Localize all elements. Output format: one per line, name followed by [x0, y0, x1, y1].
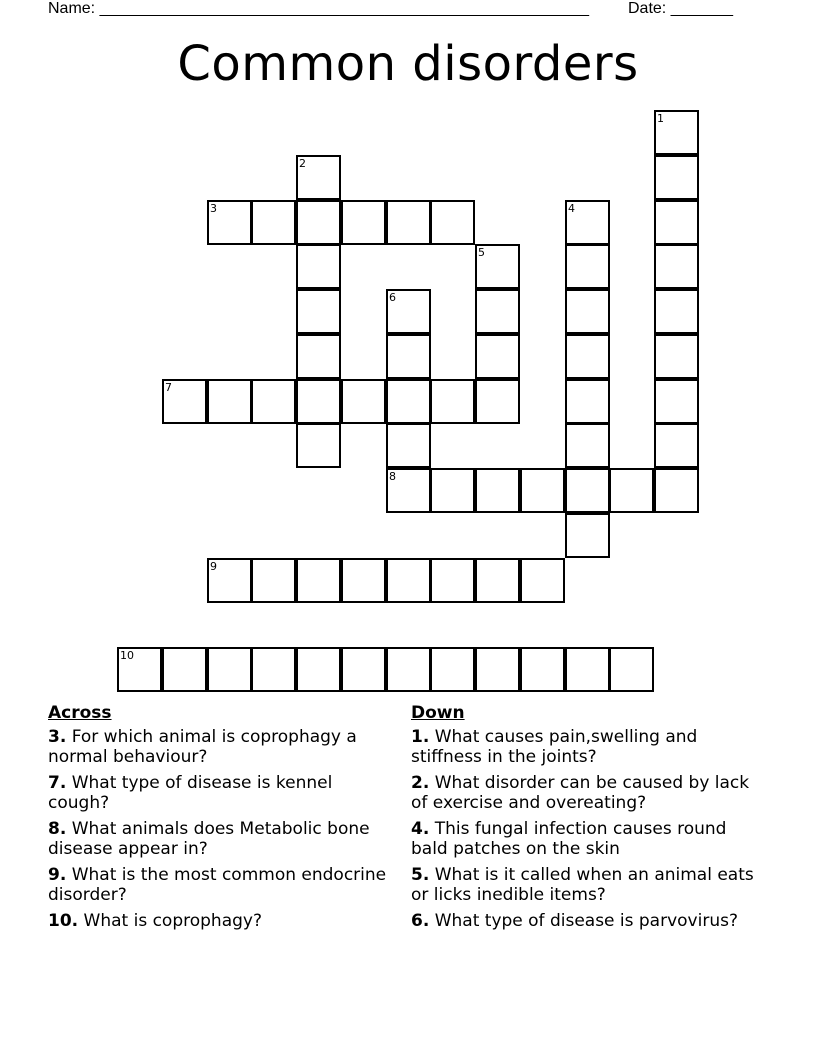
grid-cell[interactable] — [341, 200, 386, 245]
grid-cell[interactable] — [430, 558, 475, 603]
grid-cell[interactable] — [565, 244, 610, 289]
down-heading: Down — [411, 703, 465, 723]
grid-cell[interactable] — [565, 379, 610, 424]
grid-cell[interactable] — [207, 379, 252, 424]
grid-cell[interactable] — [251, 200, 296, 245]
grid-cell[interactable] — [654, 110, 699, 155]
grid-cell[interactable] — [565, 200, 610, 245]
grid-cell[interactable] — [251, 647, 296, 692]
name-field-label[interactable]: Name: _______________________________________________________ — [48, 0, 589, 17]
grid-cell[interactable] — [296, 647, 341, 692]
cell-number: 1 — [657, 112, 664, 125]
grid-cell[interactable] — [430, 200, 475, 245]
grid-cell[interactable] — [207, 200, 252, 245]
grid-cell[interactable] — [386, 423, 431, 468]
clue-text: What is coprophagy? — [83, 911, 262, 931]
grid-cell[interactable] — [296, 244, 341, 289]
grid-cell[interactable] — [386, 379, 431, 424]
grid-cell[interactable] — [609, 647, 654, 692]
grid-cell[interactable] — [386, 334, 431, 379]
grid-cell[interactable] — [654, 244, 699, 289]
clue-number: 9. — [48, 865, 67, 885]
cell-number: 7 — [165, 381, 172, 394]
grid-cell[interactable] — [565, 513, 610, 558]
grid-cell[interactable] — [296, 558, 341, 603]
cell-number: 3 — [210, 202, 217, 215]
grid-cell[interactable] — [654, 155, 699, 200]
grid-cell[interactable] — [341, 558, 386, 603]
down-clue-4 — [411, 819, 756, 859]
across-clues — [48, 702, 393, 937]
grid-cell[interactable] — [475, 558, 520, 603]
grid-cell[interactable] — [162, 379, 207, 424]
down-clues — [411, 702, 756, 937]
clue-text: What animals does Metabolic bone disease appear in? — [48, 819, 370, 859]
grid-cell[interactable] — [430, 379, 475, 424]
clue-text: What is it called when an animal eats or licks inedible items? — [411, 865, 754, 905]
grid-cell[interactable] — [654, 289, 699, 334]
grid-cell[interactable] — [296, 289, 341, 334]
grid-cell[interactable] — [117, 647, 162, 692]
grid-cell[interactable] — [654, 200, 699, 245]
grid-cell[interactable] — [207, 558, 252, 603]
clue-number: 3. — [48, 727, 67, 747]
down-clue-6 — [411, 911, 756, 931]
grid-cell[interactable] — [520, 647, 565, 692]
grid-cell[interactable] — [654, 334, 699, 379]
across-heading: Across — [48, 703, 112, 723]
clue-number: 10. — [48, 911, 79, 931]
grid-cell[interactable] — [520, 468, 565, 513]
clue-text: What type of disease is kennel cough? — [48, 773, 333, 813]
grid-cell[interactable] — [430, 468, 475, 513]
cell-number: 5 — [478, 246, 485, 259]
page-title: Common disorders — [177, 36, 639, 92]
grid-cell[interactable] — [251, 379, 296, 424]
grid-cell[interactable] — [386, 468, 431, 513]
grid-cell[interactable] — [475, 289, 520, 334]
cell-number: 6 — [389, 291, 396, 304]
clue-number: 1. — [411, 727, 430, 747]
grid-cell[interactable] — [565, 423, 610, 468]
across-clue-9 — [48, 865, 393, 905]
grid-cell[interactable] — [609, 468, 654, 513]
grid-cell[interactable] — [654, 468, 699, 513]
grid-cell[interactable] — [475, 647, 520, 692]
clue-number: 4. — [411, 819, 430, 839]
grid-cell[interactable] — [162, 647, 207, 692]
grid-cell[interactable] — [475, 468, 520, 513]
grid-cell[interactable] — [341, 647, 386, 692]
grid-cell[interactable] — [251, 558, 296, 603]
across-clue-3 — [48, 727, 393, 767]
clue-number: 2. — [411, 773, 430, 793]
grid-cell[interactable] — [296, 200, 341, 245]
clue-number: 6. — [411, 911, 430, 931]
grid-cell[interactable] — [386, 647, 431, 692]
grid-cell[interactable] — [475, 379, 520, 424]
grid-cell[interactable] — [430, 647, 475, 692]
cell-number: 2 — [299, 157, 306, 170]
clue-number: 7. — [48, 773, 67, 793]
clue-number: 8. — [48, 819, 67, 839]
down-clue-2 — [411, 773, 756, 813]
grid-cell[interactable] — [296, 334, 341, 379]
grid-cell[interactable] — [475, 334, 520, 379]
cell-number: 4 — [568, 202, 575, 215]
grid-cell[interactable] — [565, 289, 610, 334]
grid-cell[interactable] — [296, 423, 341, 468]
grid-cell[interactable] — [520, 558, 565, 603]
grid-cell[interactable] — [341, 379, 386, 424]
grid-cell[interactable] — [475, 244, 520, 289]
grid-cell[interactable] — [296, 155, 341, 200]
across-clue-8 — [48, 819, 393, 859]
clue-text: What disorder can be caused by lack of exercise and overeating? — [411, 773, 750, 813]
grid-cell[interactable] — [654, 423, 699, 468]
grid-cell[interactable] — [386, 289, 431, 334]
down-clue-1 — [411, 727, 756, 767]
down-clue-5 — [411, 865, 756, 905]
cell-number: 10 — [120, 649, 134, 662]
grid-cell[interactable] — [565, 647, 610, 692]
grid-cell[interactable] — [296, 379, 341, 424]
cell-number: 9 — [210, 560, 217, 573]
cell-number: 8 — [389, 470, 396, 483]
clue-number: 5. — [411, 865, 430, 885]
clue-text: This fungal infection causes round bald patches on the skin — [411, 819, 727, 859]
date-field-label[interactable]: Date: _______ — [628, 0, 733, 17]
grid-cell[interactable] — [207, 647, 252, 692]
clue-text: What is the most common endocrine disorder? — [48, 865, 387, 905]
grid-cell[interactable] — [386, 558, 431, 603]
across-clue-7 — [48, 773, 393, 813]
across-clue-10 — [48, 911, 393, 931]
clue-text: For which animal is coprophagy a normal behaviour? — [48, 727, 357, 767]
grid-cell[interactable] — [386, 200, 431, 245]
grid-cell[interactable] — [565, 334, 610, 379]
clue-text: What causes pain,swelling and stiffness in the joints? — [411, 727, 698, 767]
clue-text: What type of disease is parvovirus? — [434, 911, 738, 931]
grid-cell[interactable] — [654, 379, 699, 424]
grid-cell[interactable] — [565, 468, 610, 513]
